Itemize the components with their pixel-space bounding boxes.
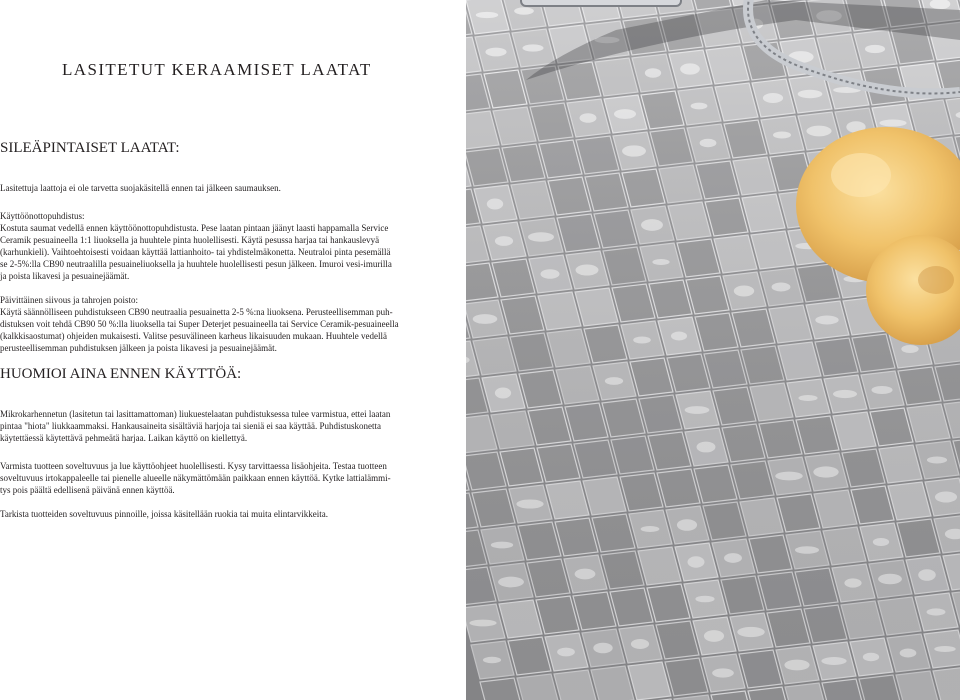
section-heading-notice: HUOMIOI AINA ENNEN KÄYTTÖÄ:: [0, 366, 242, 382]
text-line: Mikrokarhennetun (lasitetun tai lasittamattoman) liukuestelaatan puhdistuksessa tulee varmistua, ettei laatan: [0, 409, 391, 419]
text-line: (karhunkieli). Vaihtoehtoisesti voidaan käyttää lattianhoito- tai yhdistelmäkonetta. Neutraloi pinta pesemällä: [0, 247, 391, 257]
intro-paragraph: [0, 182, 281, 194]
text-line: distuksen voit tehdä CB90 50 %:lla liuoksella tai Super Deterjet pesuaineella tai Service Ceramik-pesuaineella: [0, 319, 399, 329]
text-line: Ceramik pesuaineella 1:1 liuoksella ja huuhtele pinta huolellisesti. Käytä pesussa harjaa tai hankauslevyä: [0, 235, 380, 245]
suitability-paragraph: [0, 460, 391, 496]
text-line: käytettäessä käytettävä pehmeätä harjaa. Laikan käyttö on kiellettyä.: [0, 433, 248, 443]
text-line: soveltuvuus irtokappaleelle tai pienelle alueelle näkymättömään paikkaan ennen käyttöä. Kytke lattialämmi-: [0, 473, 391, 483]
text-line: (kalkkisaostumat) ohjeiden mukaisesti. Valitse pesuvälineen karheus likaisuuden mukaan. Huuhtele vedellä: [0, 331, 387, 341]
text-line: perusteellisemman puhdistuksen jälkeen ja poista likavesi ja pesuainejäämät.: [0, 343, 277, 353]
page-title: LASITETUT KERAAMISET LAATAT: [62, 60, 372, 79]
text-line: Varmista tuotteen soveltuvuus ja lue käyttöohjeet huolellisesti. Kysy tarvittaessa lisäohjeita. Testaa tuotteen: [0, 461, 387, 471]
text-line: Lasitettuja laattoja ei ole tarvetta suojakäsitellä ennen tai jälkeen saumauksen.: [0, 183, 281, 193]
text-line: Tarkista tuotteiden soveltuvuus pinnoille, joissa käsitellään ruokia tai muita elintarvikkeita.: [0, 509, 329, 519]
text-line: ja poista likavesi ja pesuainejäämät.: [0, 271, 130, 281]
text-line: Kostuta saumat vedellä ennen käyttöönottopuhdistusta. Pese laatan pintaan jäänyt laasti happamalla Service: [0, 223, 389, 233]
mosaic-tile-photo: [466, 0, 960, 700]
food-surfaces-paragraph: [0, 508, 328, 520]
text-column: [0, 0, 466, 700]
text-line: pintaa "hiota" liukkaammaksi. Hankausaineita sisältäviä harjoja tai sieniä ei saa käyttää. Puhdistuskonetta: [0, 421, 381, 431]
text-line: se 2-5%:lla CB90 neutraalilla pesuaineliuoksella ja huuhtele huolellisesti pesun jälkeen. Imuroi vesi-imurilla: [0, 259, 392, 269]
text-line: tys pois päältä edellisenä päivänä ennen käyttöä.: [0, 485, 175, 495]
tile-photo-illustration: [466, 0, 960, 700]
commissioning-cleaning-paragraph: [0, 210, 392, 282]
daily-cleaning-paragraph: [0, 294, 399, 354]
text-line: Käytä säännölliseen puhdistukseen CB90 neutraalia pesuainetta 2-5 %:na liuoksena. Perusteellisemman puh-: [0, 307, 393, 317]
section-heading-smooth-tiles: SILEÄPINTAISET LAATAT:: [0, 140, 180, 156]
anti-slip-paragraph: [0, 408, 390, 444]
subheading-commissioning: Käyttöönottopuhdistus:: [0, 211, 85, 221]
subheading-daily-cleaning: Päivittäinen siivous ja tahrojen poisto:: [0, 295, 138, 305]
